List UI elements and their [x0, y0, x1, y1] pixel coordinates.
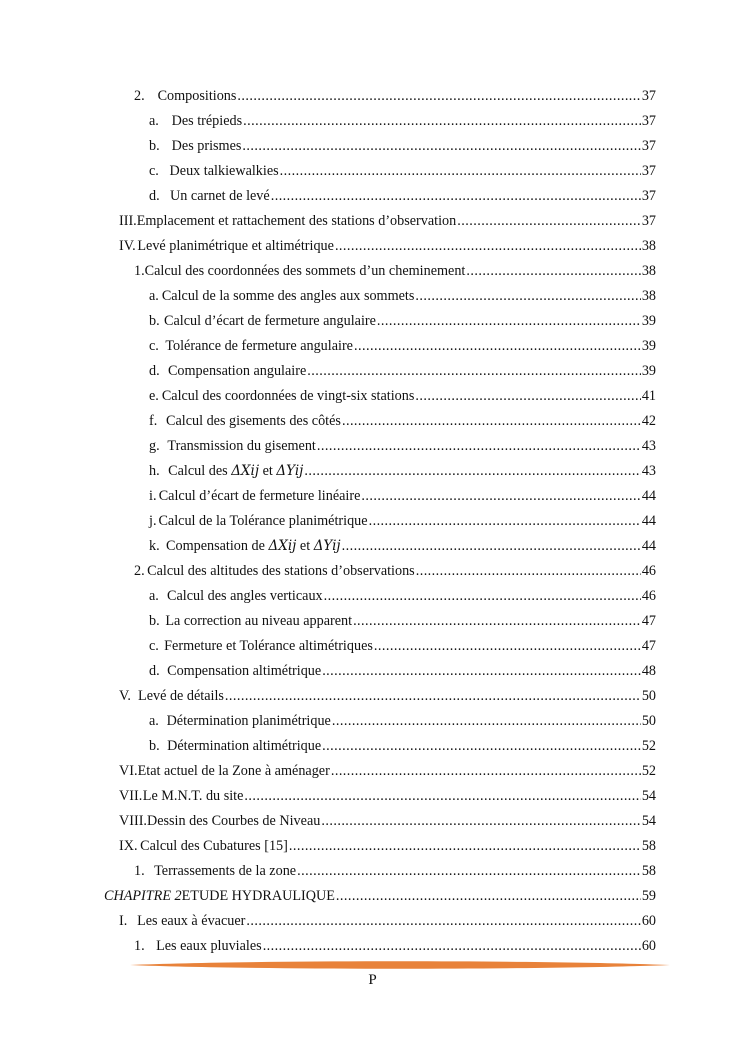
toc-entry[interactable]: [149, 436, 656, 456]
toc-entry[interactable]: [149, 361, 656, 381]
toc-entry-number: IV.: [119, 238, 136, 254]
toc-chapter-entry[interactable]: [104, 886, 656, 906]
toc-chapter-number: CHAPITRE 2: [104, 888, 182, 904]
toc-entry-page: 42: [641, 413, 656, 429]
toc-entry[interactable]: [134, 936, 656, 956]
toc-entry[interactable]: [134, 261, 656, 281]
dot-leader: [246, 911, 640, 931]
toc-entry-number: a.: [149, 713, 159, 729]
toc-entry-title: Levé planimétrique et altimétrique: [137, 238, 334, 254]
toc-entry-title: Calcul des coordonnées de vingt-six stations: [161, 388, 415, 404]
toc-entry-page: 43: [641, 463, 656, 479]
toc-entry-title: Tolérance de fermeture angulaire: [165, 338, 353, 354]
toc-entry-page: 47: [641, 613, 656, 629]
toc-entry-number: b.: [149, 738, 160, 754]
toc-entry-number: VIII.: [119, 813, 147, 829]
title-text: et: [296, 538, 314, 554]
toc-entry-page: 58: [641, 838, 656, 854]
toc-entry-title: Calcul des altitudes des stations d’observations: [147, 563, 415, 579]
toc-entry-page: 44: [641, 488, 656, 504]
toc-entry-page: 52: [641, 738, 656, 754]
toc-entry[interactable]: [134, 86, 656, 106]
dot-leader: [317, 436, 641, 456]
toc-entry-number: i.: [149, 488, 157, 504]
toc-entry-number: VII.: [119, 788, 143, 804]
dot-leader: [322, 661, 641, 681]
toc-entry[interactable]: [134, 561, 656, 581]
toc-entry[interactable]: [149, 586, 656, 606]
toc-entry-title: Détermination planimétrique: [166, 713, 331, 729]
toc-entry-number: f.: [149, 413, 158, 429]
title-text: Calcul des: [168, 463, 232, 479]
toc-entry-title: Terrassements de la zone: [154, 863, 297, 879]
toc-entry-title: Calcul des coordonnées des sommets d’un cheminement: [144, 263, 466, 279]
dot-leader: [416, 561, 641, 581]
toc-entry-page: 37: [641, 138, 656, 154]
dot-leader: [331, 761, 641, 781]
toc-entry-number: e.: [149, 388, 159, 404]
toc-entry-number: III.: [119, 213, 137, 229]
toc-entry[interactable]: [119, 836, 656, 856]
dot-leader: [336, 886, 641, 906]
math-delta-x: ΔXij: [268, 538, 297, 554]
toc-entry-title: Calcul des gisements des côtés: [166, 413, 341, 429]
dot-leader: [244, 786, 640, 806]
toc-entry-title: Calcul des Cubatures [15]: [140, 838, 288, 854]
toc-entry-page: 37: [641, 213, 656, 229]
toc-entry[interactable]: [149, 411, 656, 431]
toc-entry[interactable]: [149, 636, 656, 656]
toc-entry-title: Le M.N.T. du site: [142, 788, 244, 804]
toc-entry-page: 44: [641, 513, 656, 529]
toc-entry[interactable]: [134, 861, 656, 881]
dot-leader: [225, 686, 641, 706]
toc-entry[interactable]: [149, 386, 656, 406]
dot-leader: [243, 111, 641, 131]
toc-entry-title: Calcul de la somme des angles aux sommets: [161, 288, 415, 304]
toc-entry-page: 37: [641, 113, 656, 129]
dot-leader: [322, 736, 641, 756]
toc-entry-page: 60: [641, 913, 656, 929]
toc-entry-page: 50: [641, 713, 656, 729]
math-delta-x: ΔXij: [231, 463, 260, 479]
toc-entry-page: 50: [641, 688, 656, 704]
dot-leader: [280, 161, 641, 181]
dot-leader: [374, 636, 641, 656]
dot-leader: [369, 511, 641, 531]
toc-entry-number: VI.: [119, 763, 138, 779]
toc-entry-page: 44: [641, 538, 656, 554]
toc-entry-number: 2.: [134, 88, 145, 104]
toc-entry-page: 46: [641, 563, 656, 579]
title-text: Compensation de: [166, 538, 269, 554]
toc-entry-number: a.: [149, 113, 159, 129]
toc-entry-number: IX.: [119, 838, 138, 854]
toc-entry-number: j.: [149, 513, 157, 529]
toc-entry[interactable]: [149, 336, 656, 356]
toc-entry-title: Compensation altimétrique: [167, 663, 322, 679]
toc-entry-number: g.: [149, 438, 160, 454]
dot-leader: [466, 261, 640, 281]
dot-leader: [342, 536, 641, 556]
toc-entry-page: 39: [641, 313, 656, 329]
toc-entry-page: 41: [641, 388, 656, 404]
toc-entry-number: 2.: [134, 563, 145, 579]
toc-entry-number: I.: [119, 913, 128, 929]
dot-leader: [242, 136, 640, 156]
toc-entry-title: Transmission du gisement: [167, 438, 316, 454]
toc-entry-title: Calcul d’écart de fermeture angulaire: [164, 313, 376, 329]
toc-entry-number: c.: [149, 638, 159, 654]
toc-entry-page: 60: [641, 938, 656, 954]
dot-leader: [304, 461, 640, 481]
toc-entry-number: d.: [149, 663, 160, 679]
toc-entry-title: Détermination altimétrique: [167, 738, 322, 754]
toc-entry-number: a.: [149, 588, 159, 604]
page-footer-label: P: [368, 972, 377, 988]
toc-entry-page: 48: [641, 663, 656, 679]
toc-entry[interactable]: [149, 486, 656, 506]
dot-leader: [354, 336, 641, 356]
toc-entry-page: 54: [641, 813, 656, 829]
toc-entry-title: Des prismes: [171, 138, 242, 154]
dot-leader: [263, 936, 641, 956]
dot-leader: [324, 586, 641, 606]
toc-entry-number: V.: [119, 688, 131, 704]
dot-leader: [289, 836, 641, 856]
toc-entry-number: d.: [149, 363, 160, 379]
toc-entry-page: 54: [641, 788, 656, 804]
toc-entry[interactable]: [119, 236, 656, 256]
toc-entry[interactable]: [149, 711, 656, 731]
toc-entry-page: 43: [641, 438, 656, 454]
dot-leader: [353, 611, 641, 631]
toc-entry-page: 52: [641, 763, 656, 779]
toc-entry[interactable]: [149, 611, 656, 631]
toc-entry[interactable]: [149, 111, 656, 131]
toc-entry[interactable]: [119, 686, 656, 706]
toc-entry-page: 47: [641, 638, 656, 654]
toc-entry[interactable]: [119, 211, 656, 231]
toc-entry-number: b.: [149, 613, 160, 629]
toc-entry-page: 39: [641, 363, 656, 379]
toc-entry-page: 59: [641, 888, 656, 904]
toc-entry-number: 1.: [134, 938, 145, 954]
toc-entry-title: Calcul des angles verticaux: [167, 588, 323, 604]
toc-entry-page: 38: [641, 263, 656, 279]
toc-entry-title: Compositions: [157, 88, 237, 104]
title-text: et: [259, 463, 277, 479]
toc-entry-page: 38: [641, 238, 656, 254]
dot-leader: [361, 486, 640, 506]
toc-entry-number: h.: [149, 463, 160, 479]
toc-entry-title: Fermeture et Tolérance altimétriques: [164, 638, 373, 654]
toc-entry-title: Emplacement et rattachement des stations d’observation: [136, 213, 457, 229]
toc-entry-number: c.: [149, 163, 159, 179]
toc-entry-number: d.: [149, 188, 160, 204]
footer-swoosh: [130, 958, 670, 972]
toc-entry-number: 1.: [134, 263, 145, 279]
toc-entry[interactable]: [149, 286, 656, 306]
toc-entry-title: [166, 536, 341, 556]
dot-leader: [342, 411, 641, 431]
dot-leader: [335, 236, 641, 256]
math-delta-y: ΔYij: [276, 463, 304, 479]
toc-entry-title: Les eaux pluviales: [156, 938, 262, 954]
toc-entry-title: Etat actuel de la Zone à aménager: [137, 763, 330, 779]
toc-entry[interactable]: [119, 761, 656, 781]
toc-entry-page: 38: [641, 288, 656, 304]
toc-entry-page: 37: [641, 163, 656, 179]
toc-entry-number: 1.: [134, 863, 145, 879]
toc-entry-title: Compensation angulaire: [167, 363, 307, 379]
toc-entry-number: a.: [149, 288, 159, 304]
toc-entry-page: 37: [641, 188, 656, 204]
dot-leader: [332, 711, 641, 731]
dot-leader: [377, 311, 641, 331]
toc-entry[interactable]: [149, 511, 656, 531]
toc-entry-title: ETUDE HYDRAULIQUE: [181, 888, 335, 904]
toc-entry-number: k.: [149, 538, 160, 554]
toc-entry[interactable]: [149, 736, 656, 756]
toc-entry-number: b.: [149, 138, 160, 154]
dot-leader: [321, 811, 640, 831]
dot-leader: [307, 361, 641, 381]
toc-entry[interactable]: [149, 461, 656, 481]
toc-entry-page: 37: [641, 88, 656, 104]
toc-entry-title: Un carnet de levé: [170, 188, 270, 204]
dot-leader: [237, 86, 640, 106]
dot-leader: [457, 211, 641, 231]
toc-entry[interactable]: [149, 536, 656, 556]
toc-entry-title: Deux talkiewalkies: [169, 163, 279, 179]
toc-entry-title: Des trépieds: [171, 113, 243, 129]
toc-entry-title: [168, 461, 303, 481]
toc-entry-page: 39: [641, 338, 656, 354]
toc-entry-number: c.: [149, 338, 159, 354]
dot-leader: [415, 286, 640, 306]
toc-entry[interactable]: [119, 811, 656, 831]
toc-entry[interactable]: [149, 161, 656, 181]
toc-entry[interactable]: [149, 661, 656, 681]
toc-entry-title: Calcul d’écart de fermeture linéaire: [158, 488, 361, 504]
dot-leader: [297, 861, 641, 881]
toc-entry[interactable]: [149, 186, 656, 206]
toc-entry-page: 46: [641, 588, 656, 604]
toc-entry[interactable]: [149, 136, 656, 156]
toc-entry[interactable]: [119, 786, 656, 806]
toc-entry-page: 58: [641, 863, 656, 879]
toc-entry-title: Dessin des Courbes de Niveau: [146, 813, 321, 829]
toc-entry[interactable]: [119, 911, 656, 931]
dot-leader: [415, 386, 640, 406]
toc-entry-title: Levé de détails: [138, 688, 224, 704]
toc-entry[interactable]: [149, 311, 656, 331]
toc-entry-title: Calcul de la Tolérance planimétrique: [158, 513, 368, 529]
toc-entry-title: La correction au niveau apparent: [165, 613, 353, 629]
math-delta-y: ΔYij: [313, 538, 341, 554]
toc-entry-title: Les eaux à évacuer: [137, 913, 246, 929]
dot-leader: [271, 186, 641, 206]
toc-entry-number: b.: [149, 313, 160, 329]
